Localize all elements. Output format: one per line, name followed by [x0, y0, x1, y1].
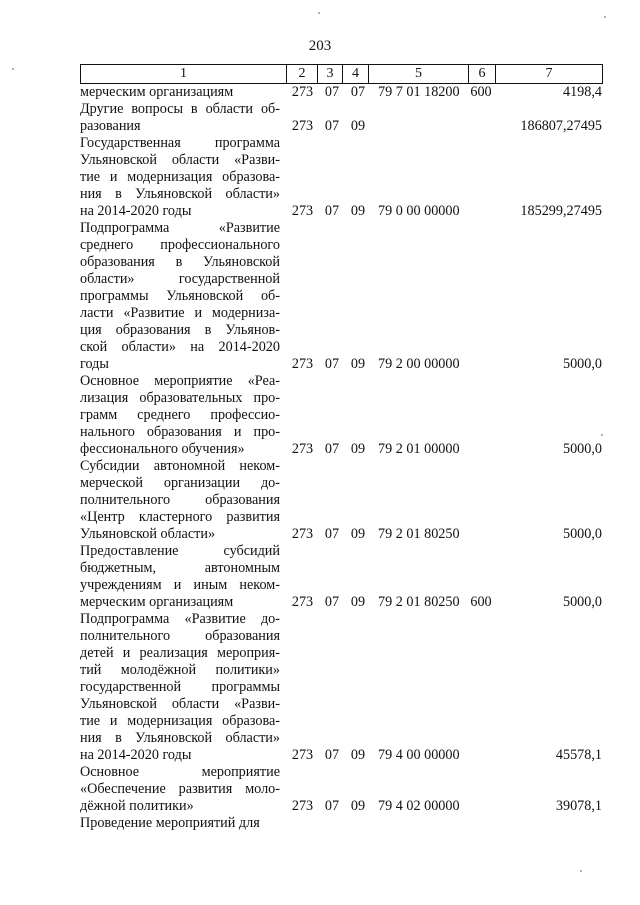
- row-text-line: на 2014-2020 годы: [80, 747, 192, 763]
- row-text-line: программы Ульяновской об-: [80, 288, 280, 304]
- scan-speck: [580, 870, 582, 872]
- row-text-line: учреждениям и иным неком-: [80, 577, 280, 593]
- row-cell-c2: 273: [291, 798, 314, 814]
- row-text-line: дёжной политики»: [80, 798, 194, 814]
- row-text-line: Проведение мероприятий для: [80, 815, 260, 831]
- scan-speck: [318, 12, 320, 14]
- row-text-line: ния в Ульяновской области»: [80, 186, 280, 202]
- row-text: [80, 764, 280, 815]
- row-text-line: Ульяновской области «Разви-: [80, 152, 280, 168]
- page-number: 203: [308, 38, 332, 54]
- row-cell-c2: 273: [291, 118, 314, 134]
- row-text-line: фессионального обучения»: [80, 441, 245, 457]
- row-cell-c5: 79 2 01 80250: [378, 594, 460, 610]
- row-cell-c7: 39078,1: [555, 798, 602, 814]
- row-text-line: детей и реализация мероприя-: [80, 645, 280, 661]
- row-text-line: среднего профессионального: [80, 237, 280, 253]
- row-cell-c5: 79 2 01 80250: [378, 526, 460, 542]
- header-col-7: 7: [496, 65, 603, 83]
- row-text-line: ской области» на 2014-2020: [80, 339, 280, 355]
- row-cell-c6: 600: [470, 594, 492, 610]
- row-cell-c2: 273: [291, 203, 314, 219]
- row-cell-c2: 273: [291, 441, 314, 457]
- row-text-line: нального образования и про-: [80, 424, 280, 440]
- row-text: [80, 543, 280, 611]
- scan-speck: [604, 16, 606, 18]
- row-text: [80, 101, 280, 135]
- row-cell-c4: 07: [350, 84, 366, 100]
- row-text-line: тие и модернизация образова-: [80, 169, 280, 185]
- row-cell-c5: 79 4 02 00000: [378, 798, 460, 814]
- row-cell-c5: 79 2 01 00000: [378, 441, 460, 457]
- row-text-line: государственной программы: [80, 679, 280, 695]
- row-cell-c3: 07: [324, 594, 340, 610]
- row-text-line: годы: [80, 356, 109, 372]
- row-cell-c2: 273: [291, 84, 314, 100]
- row-cell-c7: 45578,1: [555, 747, 602, 763]
- row-text-line: Предоставление субсидий: [80, 543, 280, 559]
- header-col-6: 6: [469, 65, 496, 83]
- row-cell-c5: 79 2 00 00000: [378, 356, 460, 372]
- row-cell-c7: 5000,0: [562, 441, 602, 457]
- row-cell-c3: 07: [324, 798, 340, 814]
- header-col-5: 5: [369, 65, 469, 83]
- header-col-1: 1: [81, 65, 287, 83]
- row-text-line: «Обеспечение развития моло-: [80, 781, 280, 797]
- row-text-line: образования в Ульяновской: [80, 254, 280, 270]
- row-text-line: Основное мероприятие: [80, 764, 280, 780]
- row-cell-c3: 07: [324, 203, 340, 219]
- row-text-line: Основное мероприятие «Реа-: [80, 373, 280, 389]
- row-cell-c2: 273: [291, 747, 314, 763]
- row-cell-c4: 09: [350, 594, 366, 610]
- row-cell-c4: 09: [350, 441, 366, 457]
- row-cell-c3: 07: [324, 441, 340, 457]
- header-col-4: 4: [343, 65, 369, 83]
- row-text-line: Субсидии автономной неком-: [80, 458, 280, 474]
- row-cell-c7: 4198,4: [562, 84, 602, 100]
- row-cell-c3: 07: [324, 84, 340, 100]
- header-col-3: 3: [318, 65, 343, 83]
- row-text-line: Государственная программа: [80, 135, 280, 151]
- row-cell-c2: 273: [291, 356, 314, 372]
- row-text: [80, 135, 280, 220]
- row-text-line: Другие вопросы в области об-: [80, 101, 280, 117]
- row-text-line: разования: [80, 118, 141, 134]
- row-text-line: ния в Ульяновской области»: [80, 730, 280, 746]
- row-text-line: мерческим организациям: [80, 594, 234, 610]
- row-cell-c7: 5000,0: [562, 526, 602, 542]
- table-header-row: [80, 64, 603, 84]
- row-cell-c6: 600: [470, 84, 492, 100]
- row-text-line: тий молодёжной политики»: [80, 662, 280, 678]
- header-col-2: 2: [287, 65, 318, 83]
- row-text-line: «Центр кластерного развития: [80, 509, 280, 525]
- row-cell-c4: 09: [350, 747, 366, 763]
- row-text: [80, 373, 280, 458]
- row-text-line: на 2014-2020 годы: [80, 203, 192, 219]
- row-text-line: бюджетным, автономным: [80, 560, 280, 576]
- row-cell-c3: 07: [324, 747, 340, 763]
- row-cell-c7: 5000,0: [562, 594, 602, 610]
- row-text-line: мерческой организации до-: [80, 475, 280, 491]
- row-text: [80, 84, 280, 101]
- row-cell-c7: 5000,0: [562, 356, 602, 372]
- row-cell-c3: 07: [324, 356, 340, 372]
- row-text: [80, 220, 280, 373]
- row-cell-c5: 79 7 01 18200: [378, 84, 460, 100]
- row-cell-c7: 186807,27495: [520, 118, 602, 134]
- row-cell-c3: 07: [324, 526, 340, 542]
- row-text-line: полнительного образования: [80, 628, 280, 644]
- row-text-line: тие и модернизация образова-: [80, 713, 280, 729]
- row-cell-c5: 79 0 00 00000: [378, 203, 460, 219]
- row-cell-c2: 273: [291, 594, 314, 610]
- row-text-line: Подпрограмма «Развитие: [80, 220, 280, 236]
- row-text-line: Ульяновской области «Разви-: [80, 696, 280, 712]
- scan-speck: [12, 68, 14, 70]
- row-text: [80, 458, 280, 543]
- row-cell-c4: 09: [350, 356, 366, 372]
- row-text-line: мерческим организациям: [80, 84, 234, 100]
- row-cell-c5: 79 4 00 00000: [378, 747, 460, 763]
- row-text-line: лизация образовательных про-: [80, 390, 280, 406]
- row-text-line: полнительного образования: [80, 492, 280, 508]
- row-cell-c3: 07: [324, 118, 340, 134]
- row-cell-c4: 09: [350, 798, 366, 814]
- row-text-line: Подпрограмма «Развитие до-: [80, 611, 280, 627]
- row-text-line: Ульяновской области»: [80, 526, 216, 542]
- scan-speck: [601, 434, 603, 436]
- row-text-line: ласти «Развитие и модерниза-: [80, 305, 280, 321]
- row-text-line: грамм среднего профессио-: [80, 407, 280, 423]
- row-text-line: ция образования в Ульянов-: [80, 322, 280, 338]
- row-cell-c4: 09: [350, 118, 366, 134]
- row-text: [80, 815, 280, 832]
- row-text: [80, 611, 280, 764]
- row-cell-c2: 273: [291, 526, 314, 542]
- row-text-line: области» государственной: [80, 271, 280, 287]
- row-cell-c4: 09: [350, 203, 366, 219]
- row-cell-c4: 09: [350, 526, 366, 542]
- row-cell-c7: 185299,27495: [520, 203, 602, 219]
